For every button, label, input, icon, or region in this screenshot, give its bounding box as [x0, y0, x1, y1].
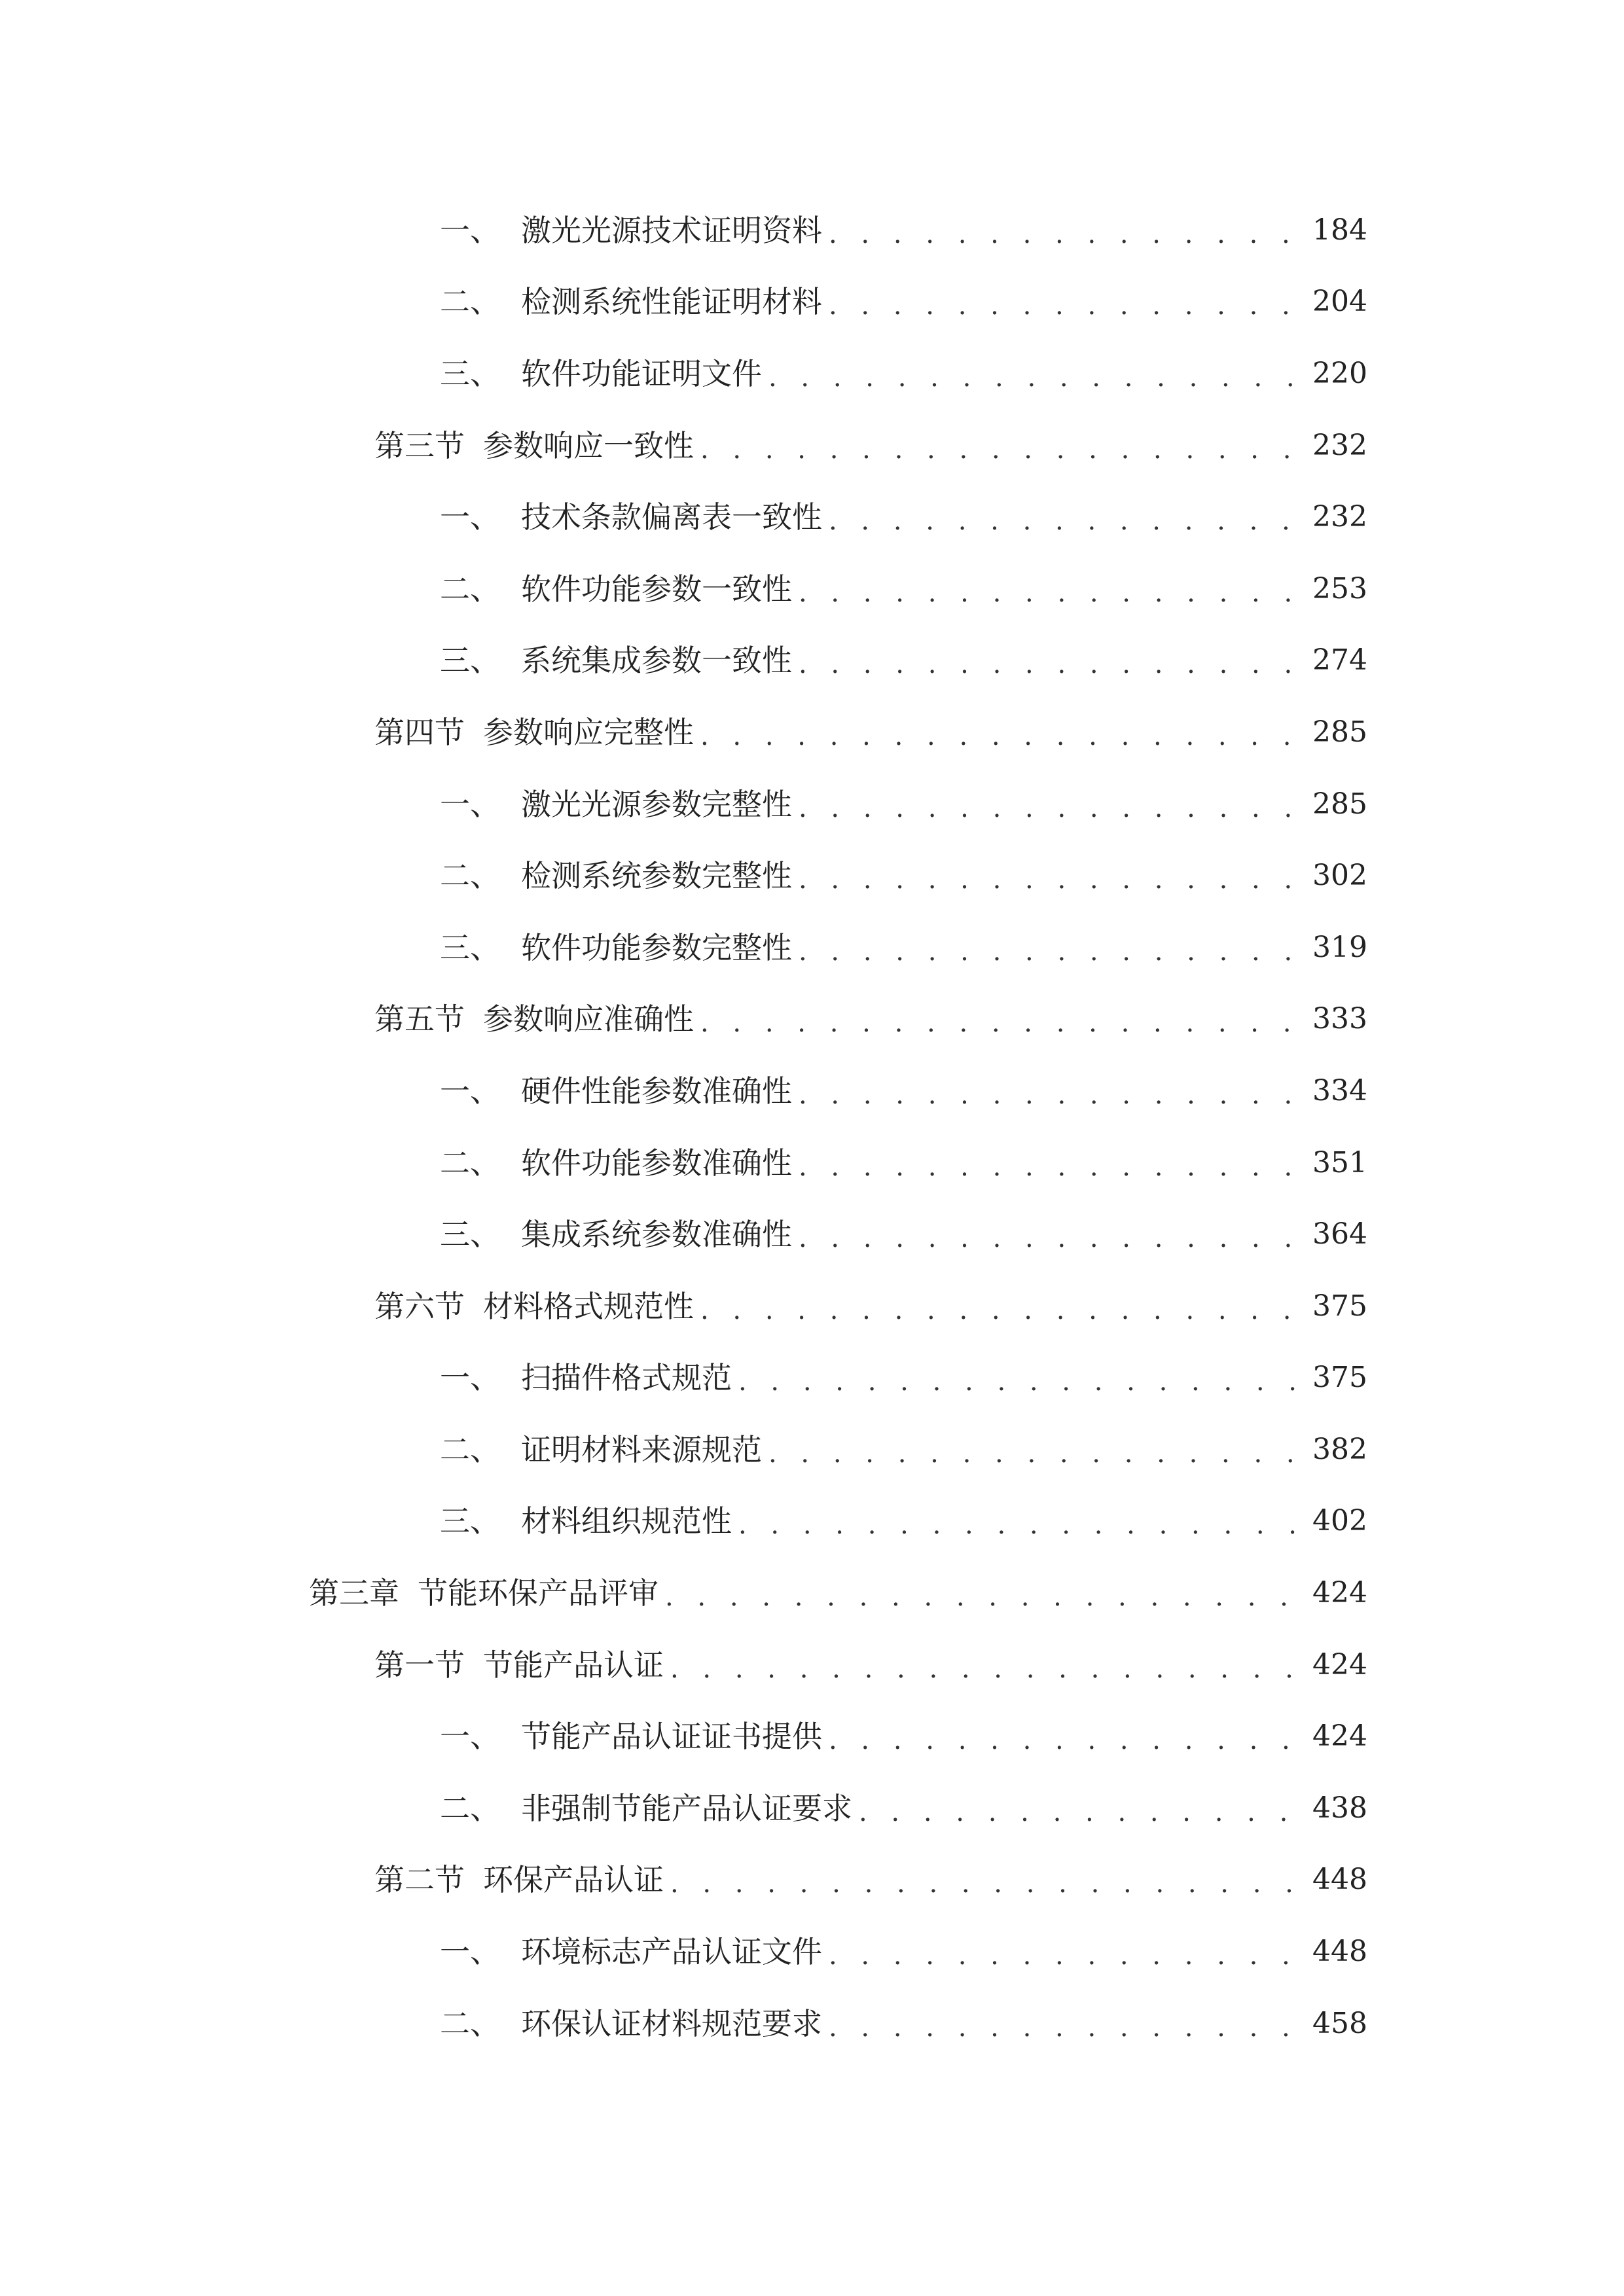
toc-entry[interactable] [0, 1127, 1624, 1199]
toc-section-page: 232 [1312, 428, 1367, 462]
toc-section-entry[interactable] [0, 984, 1624, 1056]
toc-entry-title: 软件功能证明文件 [521, 355, 762, 391]
toc-entry-number: 三、 [440, 1503, 500, 1539]
toc-section-number: 第一节 [374, 1647, 465, 1683]
toc-section-number: 第二节 [374, 1862, 465, 1898]
dot-leader [829, 508, 1305, 534]
dot-leader [829, 221, 1305, 247]
toc-entry-page: 364 [1312, 1217, 1367, 1251]
toc-entry-number: 二、 [440, 284, 500, 320]
toc-entry-title: 环保认证材料规范要求 [521, 2005, 822, 2041]
toc-entry-number: 一、 [440, 1073, 500, 1109]
toc-entry-number: 三、 [440, 1217, 500, 1253]
toc-section-title: 参数响应准确性 [483, 1001, 694, 1037]
toc-section-entry[interactable] [0, 696, 1624, 768]
toc-section-page: 285 [1312, 715, 1367, 749]
toc-section-title: 节能产品认证 [483, 1647, 664, 1683]
dot-leader [700, 437, 1305, 463]
toc-entry-page: 402 [1312, 1504, 1367, 1538]
dot-leader [829, 1727, 1305, 1753]
toc-section-title: 材料格式规范性 [483, 1288, 694, 1324]
dot-leader [829, 1943, 1305, 1969]
toc-chapter-entry[interactable] [0, 1557, 1624, 1629]
toc-entry-title: 材料组织规范性 [521, 1503, 732, 1539]
toc-entry-title: 集成系统参数准确性 [521, 1217, 792, 1253]
dot-leader [829, 2015, 1305, 2041]
toc-entry[interactable] [0, 625, 1624, 697]
dot-leader [799, 580, 1305, 606]
toc-entry-page: 204 [1312, 285, 1367, 319]
toc-entry-number: 一、 [440, 786, 500, 822]
toc-section-title: 参数响应一致性 [483, 427, 694, 463]
toc-entry-title: 系统集成参数一致性 [521, 643, 792, 679]
toc-chapter-number: 第三章 [309, 1575, 399, 1611]
dot-leader [700, 1010, 1305, 1036]
toc-entry-title: 环境标志产品认证文件 [521, 1934, 822, 1970]
toc-section-number: 第三节 [374, 427, 465, 463]
toc-entry[interactable] [0, 1342, 1624, 1414]
toc-section-title: 参数响应完整性 [483, 714, 694, 750]
toc-entry[interactable] [0, 840, 1624, 912]
toc-entry-page: 274 [1312, 643, 1367, 677]
toc-entry[interactable] [0, 1414, 1624, 1486]
dot-leader [670, 1656, 1305, 1682]
toc-entry-page: 232 [1312, 500, 1367, 534]
toc-entry[interactable] [0, 1198, 1624, 1270]
toc-entry-page: 302 [1312, 859, 1367, 893]
toc-entry-page: 382 [1312, 1432, 1367, 1466]
toc-entry[interactable] [0, 768, 1624, 840]
toc-entry[interactable] [0, 1772, 1624, 1844]
toc-entry[interactable] [0, 481, 1624, 553]
toc-entry-title: 技术条款偏离表一致性 [521, 499, 822, 535]
toc-entry-page: 220 [1312, 356, 1367, 390]
toc-entry-page: 334 [1312, 1073, 1367, 1107]
toc-chapter-title: 节能环保产品评审 [418, 1575, 659, 1611]
toc-entry-number: 一、 [440, 1934, 500, 1970]
table-of-contents [0, 194, 1624, 2059]
toc-entry-number: 二、 [440, 2005, 500, 2041]
toc-entry[interactable] [0, 1700, 1624, 1772]
toc-section-page: 448 [1312, 1863, 1367, 1897]
toc-entry-number: 二、 [440, 571, 500, 607]
dot-leader [700, 723, 1305, 749]
toc-entry[interactable] [0, 266, 1624, 338]
toc-entry-number: 二、 [440, 1790, 500, 1826]
toc-entry-page: 458 [1312, 2006, 1367, 2040]
toc-entry[interactable] [0, 1486, 1624, 1558]
toc-entry-number: 三、 [440, 355, 500, 391]
dot-leader [799, 867, 1305, 893]
toc-entry-title: 软件功能参数一致性 [521, 571, 792, 607]
toc-entry-page: 438 [1312, 1791, 1367, 1825]
dot-leader [665, 1584, 1305, 1610]
toc-entry-page: 375 [1312, 1361, 1367, 1395]
toc-entry-title: 软件功能参数完整性 [521, 929, 792, 965]
dot-leader [738, 1369, 1305, 1395]
dot-leader [859, 1799, 1305, 1825]
toc-section-page: 375 [1312, 1289, 1367, 1323]
toc-entry-page: 424 [1312, 1719, 1367, 1753]
toc-section-entry[interactable] [0, 1844, 1624, 1916]
toc-entry[interactable] [0, 553, 1624, 625]
toc-entry-number: 三、 [440, 643, 500, 679]
toc-entry-title: 检测系统性能证明材料 [521, 284, 822, 320]
toc-section-page: 333 [1312, 1002, 1367, 1036]
dot-leader [799, 1154, 1305, 1180]
toc-section-entry[interactable] [0, 1629, 1624, 1701]
toc-entry-number: 一、 [440, 499, 500, 535]
toc-entry-page: 319 [1312, 930, 1367, 964]
toc-chapter-page: 424 [1312, 1576, 1367, 1610]
toc-entry[interactable] [0, 1988, 1624, 2060]
dot-leader [829, 293, 1305, 319]
toc-entry-title: 软件功能参数准确性 [521, 1145, 792, 1181]
toc-entry[interactable] [0, 1055, 1624, 1127]
dot-leader [700, 1297, 1305, 1323]
toc-entry-title: 节能产品认证证书提供 [521, 1719, 822, 1755]
toc-entry-page: 351 [1312, 1145, 1367, 1179]
toc-entry[interactable] [0, 338, 1624, 410]
toc-entry-number: 一、 [440, 1719, 500, 1755]
dot-leader [670, 1871, 1305, 1897]
dot-leader [799, 1082, 1305, 1108]
toc-entry-page: 253 [1312, 571, 1367, 605]
toc-section-page: 424 [1312, 1647, 1367, 1681]
toc-section-number: 第五节 [374, 1001, 465, 1037]
dot-leader [799, 939, 1305, 965]
dot-leader [799, 795, 1305, 821]
toc-entry-number: 二、 [440, 1145, 500, 1181]
toc-entry-number: 一、 [440, 212, 500, 248]
toc-entry[interactable] [0, 194, 1624, 266]
toc-entry-title: 激光光源参数完整性 [521, 786, 792, 822]
toc-entry-title: 硬件性能参数准确性 [521, 1073, 792, 1109]
toc-entry-title: 检测系统参数完整性 [521, 858, 792, 894]
toc-entry-number: 二、 [440, 858, 500, 894]
dot-leader [738, 1512, 1305, 1538]
toc-entry-title: 证明材料来源规范 [521, 1431, 762, 1467]
dot-leader [768, 1441, 1305, 1467]
toc-section-entry[interactable] [0, 410, 1624, 482]
toc-entry-number: 二、 [440, 1431, 500, 1467]
toc-section-number: 第六节 [374, 1288, 465, 1324]
toc-entry-page: 448 [1312, 1935, 1367, 1969]
toc-section-entry[interactable] [0, 1270, 1624, 1342]
toc-section-number: 第四节 [374, 714, 465, 750]
toc-entry-title: 扫描件格式规范 [521, 1360, 732, 1396]
toc-entry-title: 激光光源技术证明资料 [521, 212, 822, 248]
toc-entry[interactable] [0, 1916, 1624, 1988]
dot-leader [799, 1225, 1305, 1251]
toc-entry[interactable] [0, 912, 1624, 984]
toc-entry-title: 非强制节能产品认证要求 [521, 1790, 852, 1826]
dot-leader [768, 365, 1305, 391]
toc-entry-number: 一、 [440, 1360, 500, 1396]
toc-section-title: 环保产品认证 [483, 1862, 664, 1898]
toc-entry-number: 三、 [440, 929, 500, 965]
toc-entry-page: 184 [1312, 213, 1367, 247]
toc-entry-page: 285 [1312, 787, 1367, 821]
dot-leader [799, 651, 1305, 677]
